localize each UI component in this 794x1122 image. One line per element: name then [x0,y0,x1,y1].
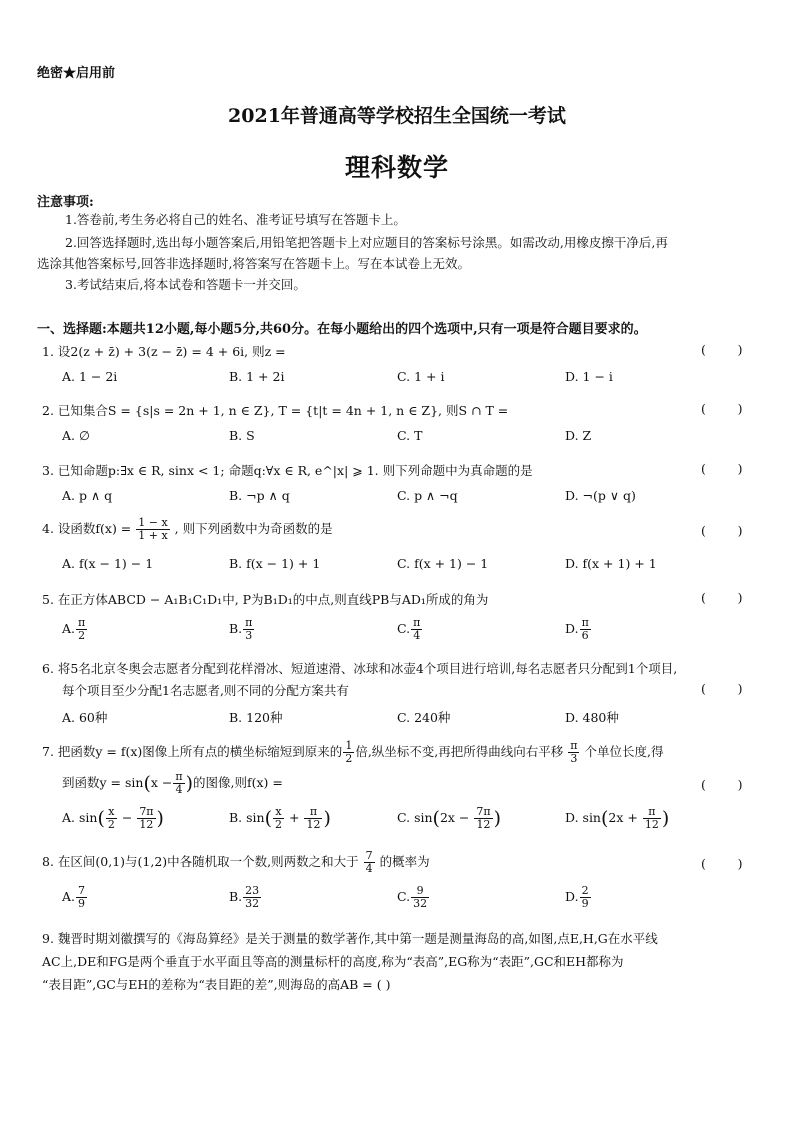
q7-option-d: D. sin(2x + $\frac{\pi}{12}$ ) [565,805,670,831]
question-3-answer-blank: ( ) [701,461,743,476]
q7-l1-c: 个单位长度,得 [584,744,664,759]
q4-option-c: C. f(x + 1) − 1 [397,556,489,571]
q1-option-a: A. 1 − 2i [62,369,118,384]
q7-option-a: A. sin( $\frac{x}{2}$ − $\frac{7\pi}{12}$ ) [62,805,164,831]
q7-l1-f2-den: 3 [570,752,578,765]
q4-fraction-num: 1 − x [138,516,168,529]
notes-heading: 注意事项: [37,195,94,210]
q1-option-c: C. 1 + i [397,369,445,384]
q3-option-d: D. ¬(p ∨ q) [565,488,636,503]
q7-l2-f-num: π [175,770,183,783]
q8-c-num: 9 [411,885,429,898]
q8-c-den: 32 [413,897,428,910]
question-5-stem: 5. 在正方体ABCD − A₁B₁C₁D₁中, P为B₁D₁的中点,则直线PB与AD₁所成的角为 [42,592,489,607]
question-9-line3: “表目距”,GC与EH的差称为“表目距的差”,则海岛的高AB = ( ) [42,977,391,992]
question-9-line1: 9. 魏晋时期刘徽撰写的《海岛算经》是关于测量的数学著作,其中第一题是测量海岛的高,如图,点E,H,G在水平线 [42,931,658,946]
q8-a-den: 9 [78,897,86,910]
q5-d-den: 6 [581,629,589,642]
q6-option-a: A. 60种 [62,710,108,725]
q7-l1-a: 7. 把函数y = f(x)图像上所有点的横坐标缩短到原来的 [42,744,343,759]
q7-option-c: C. sin(2x − $\frac{7\pi}{12}$ ) [397,805,502,831]
q8-d-den: 9 [581,897,589,910]
question-5-answer-blank: ( ) [701,590,743,605]
q8-c-label: C. [397,889,411,904]
q7-a-label: A. sin [62,810,98,825]
q7-a-num: x [106,806,117,819]
q3-option-c: C. p ∧ ¬q [397,488,458,503]
question-4-answer-blank: ( ) [701,523,743,538]
q7-l2-b: x − [150,775,173,790]
q8-fraction-num: 7 [365,849,373,862]
question-3-stem: 3. 已知命题p:∃x ∈ R, sinx < 1; 命题q:∀x ∈ R, e^|x| ⩾ 1. 则下列命题中为真命题的是 [42,463,533,478]
q2-option-c: C. T [397,428,423,443]
q5-c-num: π [413,616,421,629]
q5-option-b [229,617,255,642]
q7-b-label: B. sin [229,810,265,825]
q8-b-label: B. [229,889,243,904]
q2-option-d: D. Z [565,428,592,443]
q8-stem-end: 的概率为 [379,854,430,869]
note-item: 3.考试结束后,将本试卷和答题卡一并交回。 [65,277,306,292]
q7-b-num: x [273,806,284,819]
q5-a-den: 2 [78,629,86,642]
section-heading: 一、选择题:本题共12小题,每小题5分,共60分。在每小题给出的四个选项中,只有一项是符合题目要求的。 [37,322,647,337]
q7-a-den2: 12 [139,818,154,831]
q7-l1-f1-num: 1 [345,739,353,752]
q7-c-label: C. sin [397,810,433,825]
q8-option-a [62,885,88,910]
q7-a-num2: 7π [139,805,154,818]
q4-option-d: D. f(x + 1) + 1 [565,556,657,571]
q4-fraction-den: 1 + x [138,529,168,542]
question-6-stem-line1: 6. 将5名北京冬奥会志愿者分配到花样滑冰、短道速滑、冰球和冰壶4个项目进行培训,每名志愿者只分配到1个项目, [42,661,678,676]
q7-d-den2: 12 [644,818,659,831]
question-2-answer-blank: ( ) [701,401,743,416]
q8-a-num: 7 [78,884,86,897]
q8-b-den: 32 [245,897,260,910]
q5-b-num: π [245,616,253,629]
q4-option-b: B. f(x − 1) + 1 [229,556,321,571]
q5-d-label: D. [565,621,579,636]
q8-b-num: 23 [245,884,260,897]
q7-l1-b: 倍,纵坐标不变,再把所得曲线向右平移 [355,744,564,759]
q7-b-num2: π [304,806,322,819]
q7-option-b: B. sin( $\frac{x}{2}$ + $\frac{\pi}{12}$ ) [229,805,331,831]
q4-fraction [136,517,169,542]
q7-l2-f-den: 4 [175,783,183,796]
note-item: 2.回答选择题时,选出每小题答案后,用铅笔把答题卡上对应题目的答案标号涂黑。如需改动,用橡皮擦干净后,再 [65,235,668,250]
q7-l1-f2-num: π [570,739,578,752]
q5-a-label: A. [62,621,76,636]
q5-b-label: B. [229,621,243,636]
question-7-stem-line1 [42,740,663,765]
q7-a-den: 2 [107,818,115,831]
q7-d-num2: π [643,806,661,819]
q5-option-d [565,617,592,642]
question-6-stem-line2: 每个项目至少分配1名志愿者,则不同的分配方案共有 [62,683,349,698]
question-1-answer-blank: ( ) [701,342,743,357]
q8-d-label: D. [565,889,579,904]
q7-l1-f1-den: 2 [345,752,353,765]
q7-d-pre: 2x + [608,810,638,825]
q7-l2-a: 到函数y = sin [62,775,144,790]
q8-fraction-den: 4 [365,862,373,875]
q7-c-pre: 2x − [439,810,470,825]
question-4-stem [42,517,333,542]
q4-stem-end: , 则下列函数中为奇函数的是 [174,521,333,536]
q3-option-b: B. ¬p ∧ q [229,488,290,503]
q2-option-b: B. S [229,428,255,443]
question-1-stem: 1. 设2(z + z̄) + 3(z − z̄) = 4 + 6i, 则z = [42,344,286,359]
q5-option-c [397,617,423,642]
confidential-label: 绝密★启用前 [37,66,116,81]
q6-option-b: B. 120种 [229,710,283,725]
q8-option-b [229,885,262,910]
question-7-answer-blank: ( ) [701,777,743,792]
q5-b-den: 3 [245,629,253,642]
question-7-stem-line2: 到函数y = sin(x − $\frac{\pi}{4}$ )的图像,则f(x) = [62,770,283,796]
q2-option-a: A. ∅ [62,428,90,443]
question-8-answer-blank: ( ) [701,856,743,871]
q1-option-b: B. 1 + 2i [229,369,285,384]
q7-a-op: − [121,810,133,825]
q7-b-den: 2 [275,818,283,831]
question-6-answer-blank: ( ) [701,681,743,696]
q7-d-label: D. sin [565,810,601,825]
q6-option-c: C. 240种 [397,710,451,725]
note-item: 1.答卷前,考生务必将自己的姓名、准考证号填写在答题卡上。 [65,212,406,227]
q7-l2-c: 的图像,则f(x) = [193,775,283,790]
q8-option-d [565,885,592,910]
q5-d-num: π [581,616,589,629]
q4-stem-start: 4. 设函数f(x) = [42,521,132,536]
q7-c-num2: 7π [476,805,491,818]
question-8-stem [42,850,430,875]
q7-c-den2: 12 [476,818,491,831]
q8-d-num: 2 [581,884,589,897]
q5-a-num: π [78,616,86,629]
q7-b-op: + [289,810,300,825]
q8-option-c [397,885,430,910]
q5-c-den: 4 [413,629,421,642]
q7-b-den2: 12 [306,818,321,831]
q1-option-d: D. 1 − i [565,369,613,384]
question-2-stem: 2. 已知集合S = {s|s = 2n + 1, n ∈ Z}, T = {t|t = 4n + 1, n ∈ Z}, 则S ∩ T = [42,403,509,418]
q8-fraction [364,850,375,875]
q8-stem-start: 8. 在区间(0,1)与(1,2)中各随机取一个数,则两数之和大于 [42,854,359,869]
question-9-line2: AC上,DE和FG是两个垂直于水平面且等高的测量标杆的高度,称为“表高”,EG称为“表距”,GC和EH都称为 [42,954,624,969]
exam-title: 2021年普通高等学校招生全国统一考试 [228,105,566,127]
q5-option-a [62,617,88,642]
q6-option-d: D. 480种 [565,710,619,725]
q5-c-label: C. [397,621,411,636]
note-item-continued: 选涂其他答案标号,回答非选择题时,将答案写在答题卡上。写在本试卷上无效。 [37,256,470,271]
q3-option-a: A. p ∧ q [62,488,113,503]
exam-subject: 理科数学 [344,153,449,182]
q4-option-a: A. f(x − 1) − 1 [62,556,154,571]
q8-a-label: A. [62,889,76,904]
